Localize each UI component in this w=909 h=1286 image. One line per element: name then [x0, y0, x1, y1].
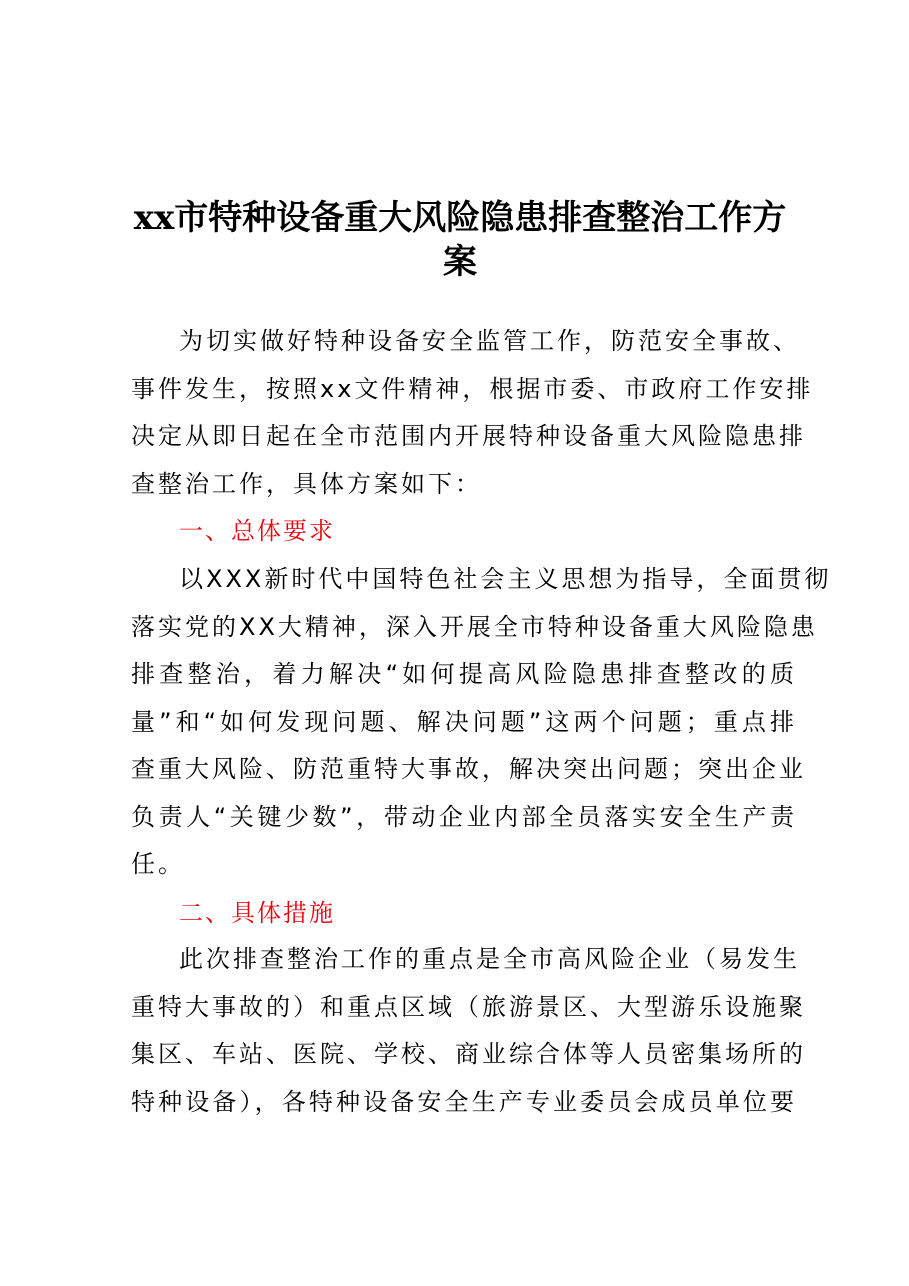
section1-line-4: 量”和“如何发现问题、解决问题”这两个问题；重点排 — [131, 707, 797, 736]
intro-line-3: 决定从即日起在全市范围内开展特种设备重大风险隐患排 — [131, 422, 806, 450]
section1-line-3: 排查整治，着力解决“如何提高风险隐患排查整改的质 — [131, 660, 797, 688]
section1-line-6: 负责人“关键少数”，带动企业内部全员落实安全生产责 — [131, 802, 797, 831]
section1-line-2: 落实党的XX大精神，深入开展全市特种设备重大风险隐患 — [131, 612, 818, 641]
intro-paragraph — [131, 318, 814, 508]
section2-line-1: 此次排查整治工作的重点是全市高风险企业（易发生 — [179, 945, 800, 973]
intro-line-2: 事件发生，按照xx文件精神，根据市委、市政府工作安排 — [131, 374, 814, 403]
section1-line-7: 任。 — [131, 850, 185, 878]
section2-paragraph — [131, 936, 806, 1126]
section1-line-1: 以XXX新时代中国特色社会主义思想为指导，全面贯彻 — [179, 565, 832, 593]
section-heading-overall-requirements: 一、总体要求 — [179, 517, 335, 545]
title-line-1: xx市特种设备重大风险隐患排查整治工作方 — [133, 198, 787, 238]
document-title — [120, 196, 800, 284]
title-line-2: 案 — [443, 242, 477, 282]
intro-line-4: 查整治工作，具体方案如下： — [131, 469, 482, 498]
section1-line-5: 查重大风险、防范重特大事故，解决突出问题；突出企业 — [131, 755, 806, 783]
section1-paragraph — [131, 556, 832, 889]
section2-line-3: 集区、车站、医院、学校、商业综合体等人员密集场所的 — [131, 1040, 806, 1068]
section-heading-specific-measures: 二、具体措施 — [179, 899, 335, 927]
section2-line-4: 特种设备），各特种设备安全生产专业委员会成员单位要 — [131, 1087, 797, 1116]
intro-line-1: 为切实做好特种设备安全监管工作，防范安全事故、 — [179, 327, 800, 355]
section2-line-2: 重特大事故的）和重点区域（旅游景区、大型游乐设施聚 — [131, 992, 806, 1021]
